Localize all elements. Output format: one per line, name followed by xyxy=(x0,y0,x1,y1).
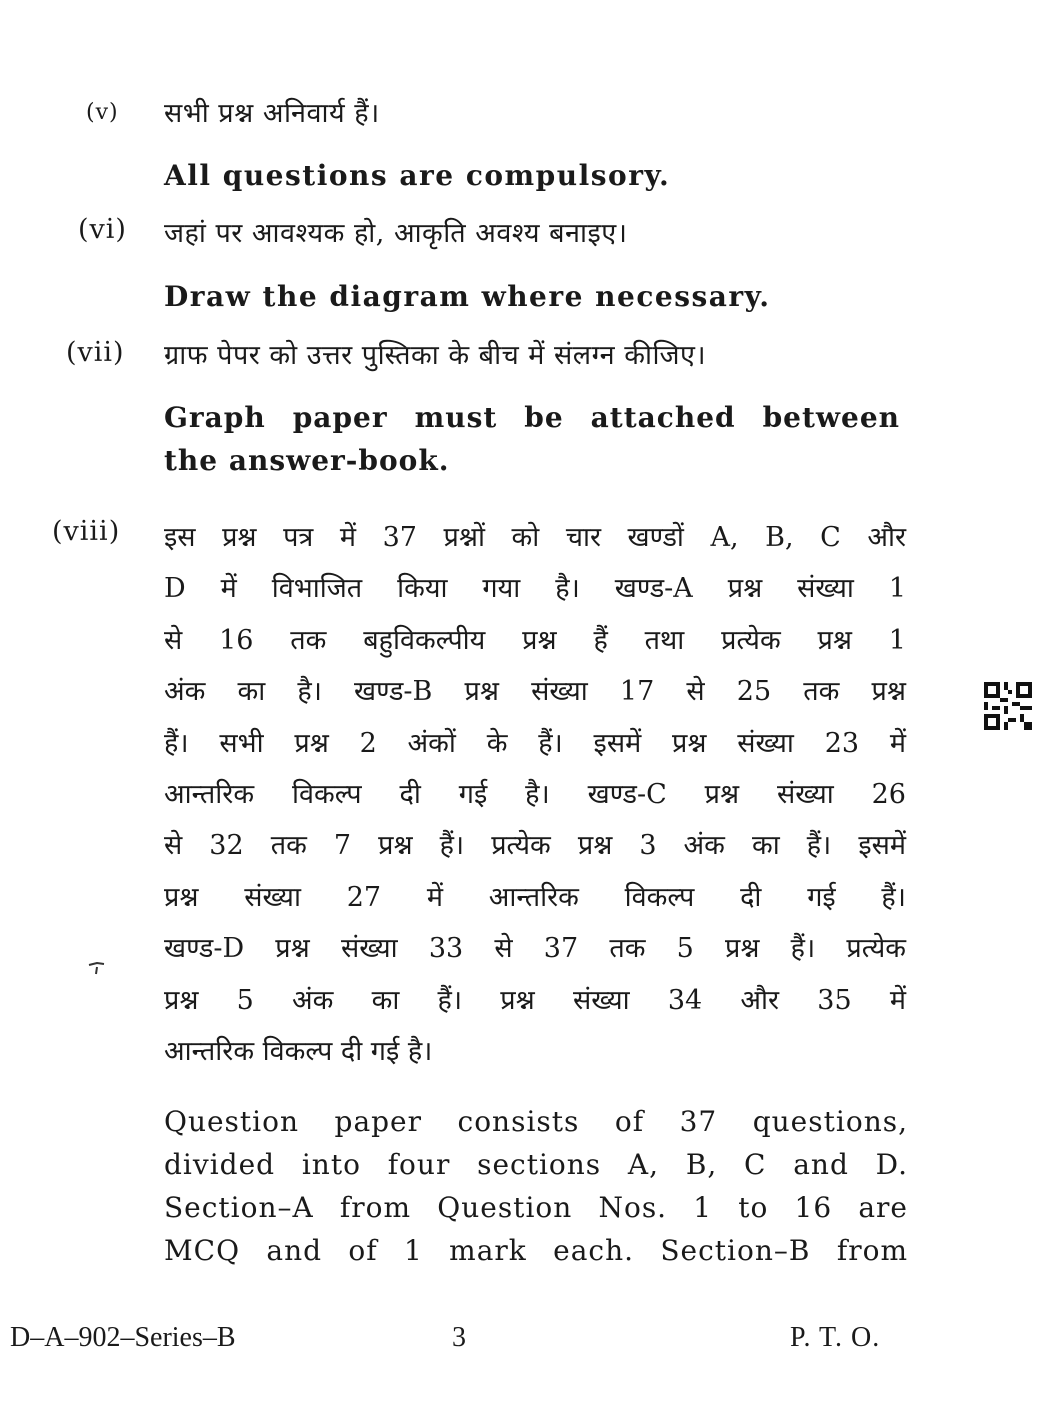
paper-code: D–A–902–Series–B xyxy=(10,1322,236,1353)
hindi-line: से 16 तक बहुविकल्पीय प्रश्न हैं तथा प्रत्येक प्रश्न 1 xyxy=(164,624,906,656)
instruction-english-block xyxy=(164,1100,908,1272)
instruction-hindi: जहां पर आवश्यक हो, आकृति अवश्य बनाइए। xyxy=(164,218,628,249)
instruction-number: (v) xyxy=(86,100,119,125)
english-line: the answer-book. xyxy=(164,444,450,477)
page-number: 3 xyxy=(452,1322,466,1353)
hindi-line: हैं। सभी प्रश्न 2 अंकों के हैं। इसमें प्रश्न संख्या 23 में xyxy=(164,727,906,759)
hindi-line: प्रश्न 5 अंक का हैं। प्रश्न संख्या 34 और 35 में xyxy=(164,984,906,1016)
stray-mark-icon xyxy=(88,962,106,976)
hindi-line: प्रश्न संख्या 27 में आन्तरिक विकल्प दी गई हैं। xyxy=(164,881,906,913)
instruction-hindi: सभी प्रश्न अनिवार्य हैं। xyxy=(164,98,380,129)
hindi-line: इस प्रश्न पत्र में 37 प्रश्नों को चार खण्डों A, B, C और xyxy=(164,522,906,553)
instruction-number: (viii) xyxy=(52,516,121,547)
instruction-english: All questions are compulsory. xyxy=(164,159,671,192)
hindi-line: आन्तरिक विकल्प दी गई है। xyxy=(164,1035,433,1067)
instruction-english-block xyxy=(164,396,900,482)
instruction-number: (vii) xyxy=(66,337,125,368)
instruction-number: (vi) xyxy=(78,214,127,245)
english-line: Question paper consists of 37 questions, xyxy=(164,1105,908,1138)
qr-code-icon xyxy=(984,682,1032,730)
hindi-line: से 32 तक 7 प्रश्न हैं। प्रत्येक प्रश्न 3 अंक का हैं। इसमें xyxy=(164,830,906,862)
hindi-line: अंक का है। खण्ड-B प्रश्न संख्या 17 से 25 तक प्रश्न xyxy=(164,676,906,708)
instruction-hindi-block xyxy=(164,512,906,1077)
english-line: MCQ and of 1 mark each. Section–B from xyxy=(164,1234,908,1267)
please-turn-over: P. T. O. xyxy=(790,1322,881,1353)
english-line: Graph paper must be attached between xyxy=(164,401,900,434)
instruction-english: Draw the diagram where necessary. xyxy=(164,280,771,313)
hindi-line: आन्तरिक विकल्प दी गई है। खण्ड-C प्रश्न संख्या 26 xyxy=(164,778,906,810)
hindi-line: खण्ड-D प्रश्न संख्या 33 से 37 तक 5 प्रश्न हैं। प्रत्येक xyxy=(164,933,906,965)
instruction-hindi: ग्राफ पेपर को उत्तर पुस्तिका के बीच में संलग्न कीजिए। xyxy=(164,340,707,371)
english-line: Section–A from Question Nos. 1 to 16 are xyxy=(164,1191,908,1224)
hindi-line: D में विभाजित किया गया है। खण्ड-A प्रश्न संख्या 1 xyxy=(164,573,906,605)
english-line: divided into four sections A, B, C and D. xyxy=(164,1148,908,1181)
